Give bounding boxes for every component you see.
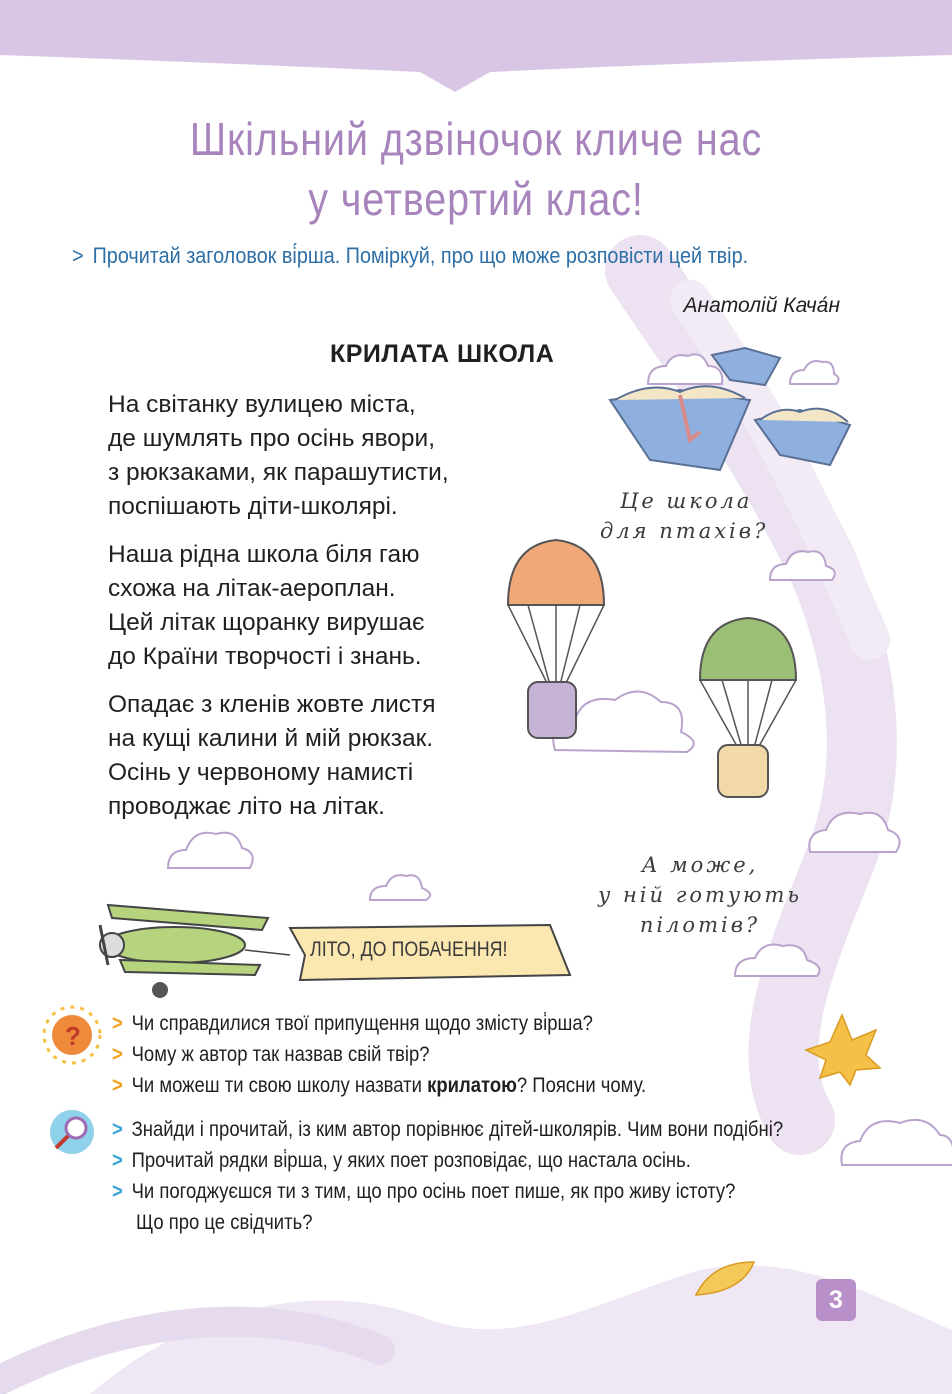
page-number-badge: 3 [816, 1279, 856, 1321]
poem-line: Опадає з кленів жовте листя [108, 691, 436, 718]
poem-line: поспішають діти-школярі. [108, 493, 398, 520]
question-5 [112, 1149, 691, 1173]
poem-line: На світанку вулицею міста, [108, 391, 416, 418]
prompt-arrow-icon: > [72, 243, 84, 268]
bullet-arrow-icon: > [112, 1180, 123, 1203]
question-text: Знайди і прочитай, із ким автор порівнює дітей-школярів. Чим вони подібні? [131, 1118, 784, 1141]
note-line: Це школа [620, 489, 753, 513]
question-sun-icon [44, 1007, 100, 1063]
bullet-arrow-icon: > [112, 1074, 123, 1097]
question-text: Прочитай рядки ві́рша, у яких поет розповідає, що настала осінь. [131, 1149, 691, 1172]
reading-prompt [72, 243, 748, 269]
parachute-green-illustration [700, 618, 796, 797]
question-3 [112, 1074, 646, 1098]
bullet-arrow-icon: > [112, 1118, 123, 1141]
banner-text: ЛІТО, ДО ПОБАЧЕННЯ! [310, 938, 508, 961]
poem-stanza-2 [108, 538, 425, 674]
question-6 [112, 1180, 735, 1204]
magnifier-icon [50, 1110, 94, 1154]
bullet-arrow-icon: > [112, 1149, 123, 1172]
handwritten-note-1 [600, 486, 769, 546]
poem-stanza-1 [108, 388, 449, 524]
question-4 [112, 1118, 783, 1142]
note-line: для птахів? [600, 519, 769, 543]
question-text-prefix: Чи можеш ти свою школу назвати [131, 1074, 428, 1097]
question-6-continued: Що про це свідчить? [136, 1211, 313, 1234]
poem-stanza-3 [108, 688, 436, 824]
bullet-arrow-icon: > [112, 1012, 123, 1035]
question-text: Чи погоджуєшся ти з тим, що про осінь поет пише, як про живу істоту? [131, 1180, 736, 1203]
poem-line: проводжає літо на літак. [108, 793, 385, 820]
page-title-line1: Шкільний дзвіночок кличе нас [189, 113, 763, 165]
question-1 [112, 1012, 593, 1036]
poem-line: Цей літак щоранку вирушає [108, 609, 425, 636]
question-text: Чому ж автор так назвав свій твір? [131, 1043, 430, 1066]
note-line: А може, [641, 853, 759, 877]
poem-line: схожа на літак-аероплан. [108, 575, 396, 602]
airplane-illustration [100, 905, 290, 998]
question-bold-word: крилатою [427, 1074, 517, 1097]
question-2 [112, 1043, 430, 1067]
header-band [0, 0, 952, 92]
svg-text:?: ? [65, 1021, 81, 1051]
poem-line: де шумлять про осінь явори, [108, 425, 436, 452]
poem-line: Наша рідна школа біля гаю [108, 541, 420, 568]
page-title-line2: у четвертий клас! [308, 173, 644, 225]
poem-line: до Країни творчості і знань. [108, 643, 422, 670]
prompt-text: Прочитай заголовок ві́рша. Поміркуй, про що може розповісти цей твір. [92, 243, 749, 268]
poem-line: на кущі калини й мій рюкзак. [108, 725, 434, 752]
handwritten-note-2 [590, 850, 810, 940]
question-text-suffix: ? Поясни чому. [516, 1074, 647, 1097]
poem-title: КРИЛАТА ШКОЛА [330, 340, 555, 368]
poem-line: з рюкзаками, як парашутисти, [108, 459, 449, 486]
poem-author: Анатолій Кача́н [683, 294, 840, 317]
question-text: Чи справдилися твої припущення щодо змісту ві́рша? [131, 1012, 593, 1035]
poem-line: Осінь у червоному намисті [108, 759, 414, 786]
bullet-arrow-icon: > [112, 1043, 123, 1066]
note-line: у ній готують [598, 883, 802, 907]
note-line: пілотів? [639, 913, 761, 937]
